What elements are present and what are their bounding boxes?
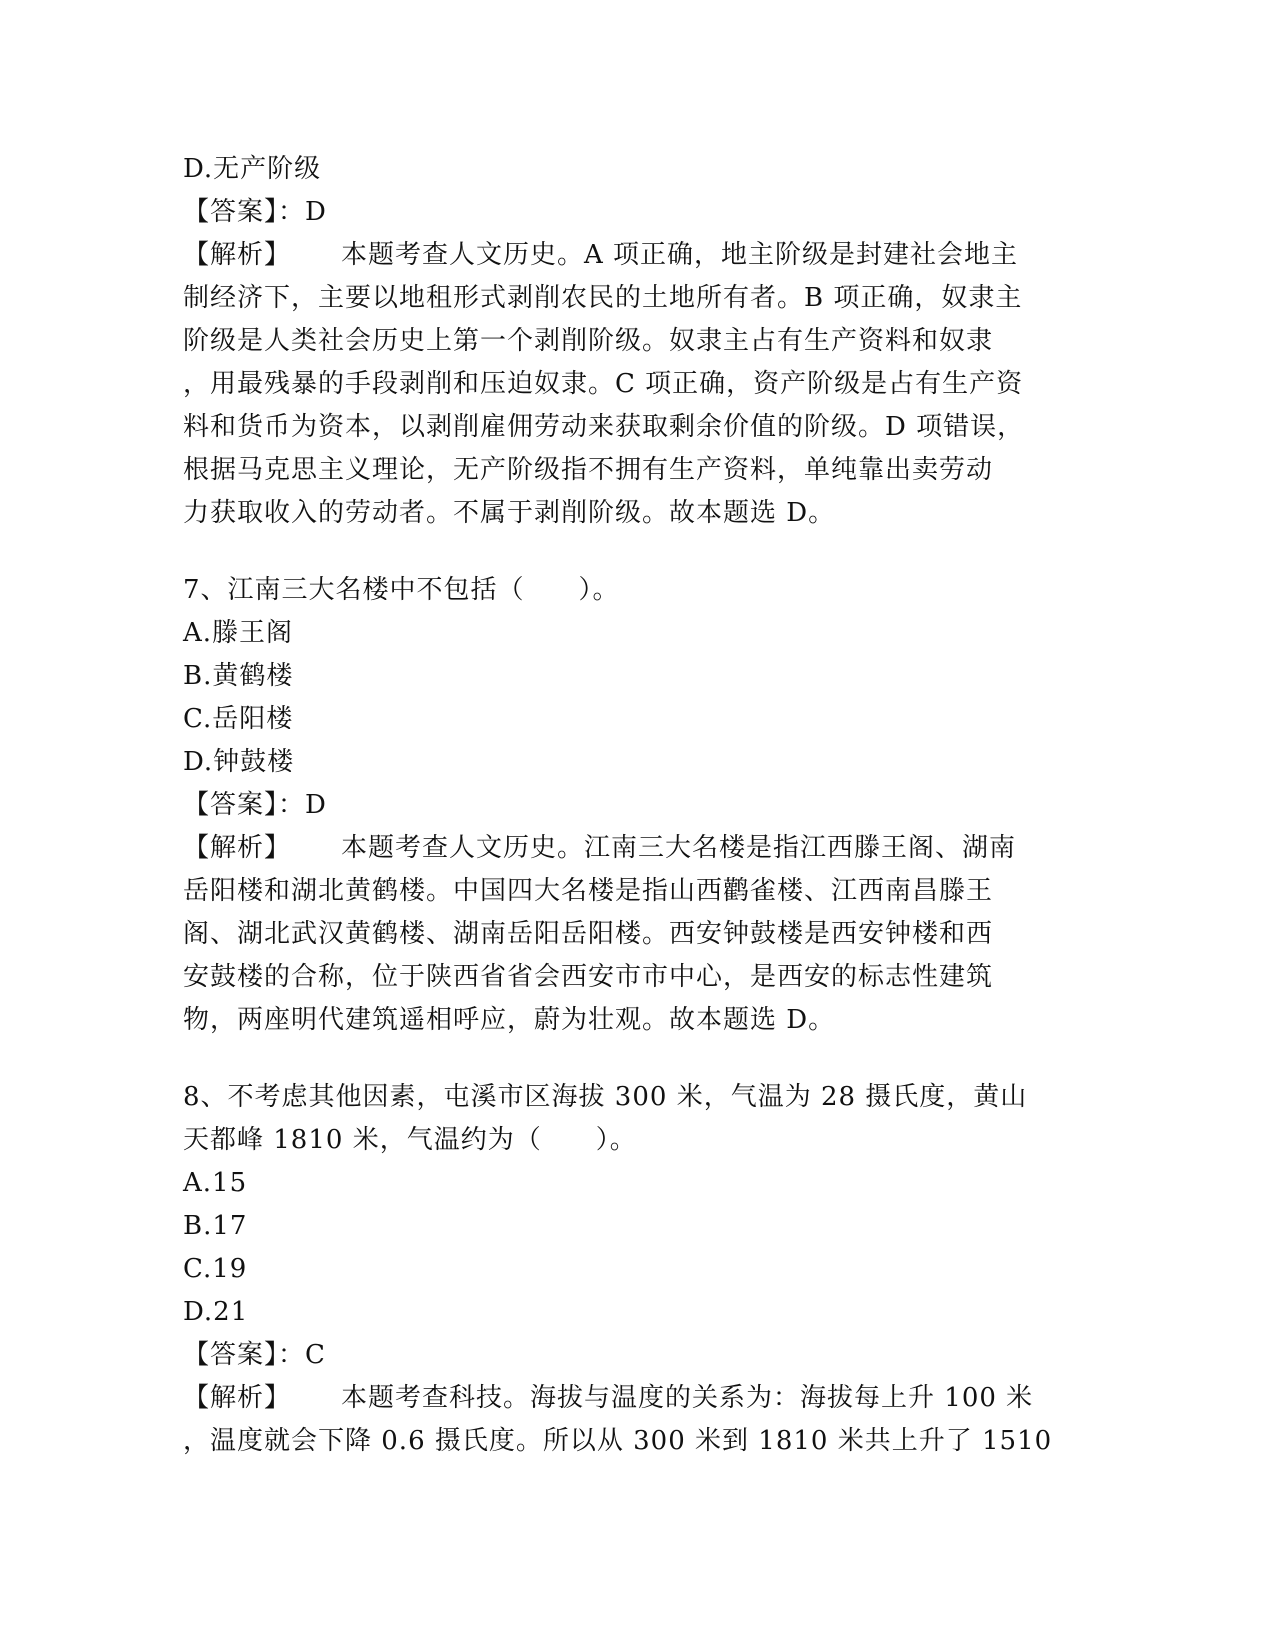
- q7-question: 7、江南三大名楼中不包括（ ）。: [183, 575, 620, 605]
- section-gap: [183, 535, 1088, 569]
- q8-question-line-1: 8、不考虑其他因素，屯溪市区海拔 300 米，气温为 28 摄氏度，黄山: [183, 1082, 1028, 1112]
- q7-analysis-line-3: 阁、湖北武汉黄鹤楼、湖南岳阳岳阳楼。西安钟鼓楼是西安钟楼和西: [183, 919, 994, 949]
- q8-analysis-text: 本题考查科技。海拔与温度的关系为：海拔每上升 100 米: [341, 1383, 1034, 1413]
- q8-question-line-2: 天都峰 1810 米，气温约为（ ）。: [183, 1125, 637, 1155]
- q7-analysis-line-1: [183, 827, 1088, 870]
- q7-analysis-line-2: 岳阳楼和湖北黄鹤楼。中国四大名楼是指山西鹳雀楼、江西南昌滕王: [183, 876, 994, 906]
- q7-option-d: D.钟鼓楼: [183, 747, 295, 777]
- q7-analysis-line-5: 物，两座明代建筑遥相呼应，蔚为壮观。故本题选 D。: [183, 1005, 836, 1035]
- q8-answer-label: 【答案】：: [183, 1340, 306, 1370]
- q8-analysis-label: 【解析】: [183, 1383, 292, 1413]
- q7-option-a: A.滕王阁: [183, 618, 294, 648]
- q7-analysis-text: 本题考查人文历史。江南三大名楼是指江西滕王阁、湖南: [341, 833, 1017, 863]
- q7-answer: [183, 784, 1088, 827]
- q7-analysis-label: 【解析】: [183, 833, 292, 863]
- q6-option-d: D.无产阶级: [183, 154, 322, 184]
- q6-analysis-label: 【解析】: [183, 240, 292, 270]
- q6-answer-value: D: [305, 197, 327, 227]
- q6-analysis-text: 本题考查人文历史。A 项正确，地主阶级是封建社会地主: [341, 240, 1019, 270]
- q8-analysis-line-2: ，温度就会下降 0.6 摄氏度。所以从 300 米到 1810 米共上升了 1510: [183, 1426, 1053, 1456]
- q7-option-b: B.黄鹤楼: [183, 661, 294, 691]
- q6-analysis-line-6: 根据马克思主义理论，无产阶级指不拥有生产资料，单纯靠出卖劳动: [183, 455, 994, 485]
- section-gap: [183, 1042, 1088, 1076]
- q7-answer-value: D: [305, 790, 327, 820]
- q8-option-d: D.21: [183, 1297, 249, 1327]
- q7-option-c: C.岳阳楼: [183, 704, 294, 734]
- q8-answer: [183, 1334, 1088, 1377]
- q7-answer-label: 【答案】：: [183, 790, 306, 820]
- q6-answer-label: 【答案】：: [183, 197, 306, 227]
- q6-analysis-line-1: [183, 234, 1088, 277]
- q8-answer-value: C: [305, 1340, 326, 1370]
- q6-answer: [183, 191, 1088, 234]
- q6-analysis-line-5: 料和货币为资本，以剥削雇佣劳动来获取剩余价值的阶级。D 项错误，: [183, 412, 1025, 442]
- q8-option-b: B.17: [183, 1211, 248, 1241]
- q6-analysis-line-7: 力获取收入的劳动者。不属于剥削阶级。故本题选 D。: [183, 498, 836, 528]
- q6-analysis-line-3: 阶级是人类社会历史上第一个剥削阶级。奴隶主占有生产资料和奴隶: [183, 326, 994, 356]
- q8-option-a: A.15: [183, 1168, 248, 1198]
- q8-analysis-line-1: [183, 1377, 1088, 1420]
- q6-analysis-line-2: 制经济下，主要以地租形式剥削农民的土地所有者。B 项正确，奴隶主: [183, 283, 1023, 313]
- q6-analysis-line-4: ，用最残暴的手段剥削和压迫奴隶。C 项正确，资产阶级是占有生产资: [183, 369, 1024, 399]
- q7-analysis-line-4: 安鼓楼的合称，位于陕西省省会西安市市中心，是西安的标志性建筑: [183, 962, 994, 992]
- q8-option-c: C.19: [183, 1254, 248, 1284]
- document-content: [183, 148, 1088, 1463]
